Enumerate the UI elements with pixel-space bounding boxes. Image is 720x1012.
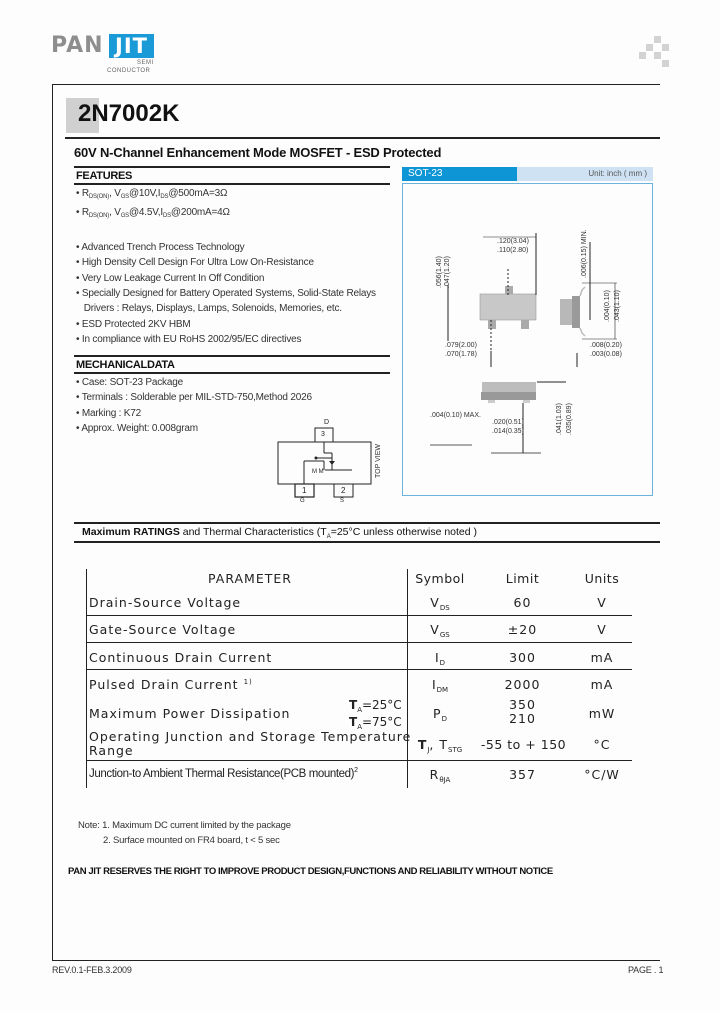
cell-units: mW — [588, 706, 616, 721]
dim-bot-right1: .008(0.20) — [590, 342, 622, 349]
cell-units: mA — [590, 677, 614, 692]
cell-symbol: $T_J$, $T_{STG}$ — [417, 737, 463, 754]
feature-item: • Specially Designed for Battery Operated Systems, Solid-State Relays — [76, 288, 376, 300]
dim-left-h1: .056(1.40) — [436, 256, 443, 288]
feature-rds-1: • $R_{DS(ON)}$, $V_{GS}@10V,I_{DS}@500mA=3\Omega$ — [76, 188, 228, 200]
dim-side-h2: .035(0.89) — [566, 403, 573, 435]
divider — [74, 355, 390, 357]
logo-tagline-conductor: CONDUCTOR — [107, 68, 151, 74]
package-outline-drawing — [402, 183, 653, 496]
cell-limit: 300 — [509, 650, 536, 665]
cell-symbol: $I_{DM}$ — [431, 677, 449, 694]
package-name: SOT-23 — [402, 167, 517, 181]
cell-parameter: Gate-Source Voltage — [89, 622, 237, 637]
cell-parameter: Operating Junction and Storage Temperature Range — [89, 729, 412, 758]
feature-rds-2: • $R_{DS(ON)}$, $V_{GS}@4.5V,I_{DS}@200mA=4\Omega$ — [76, 207, 230, 220]
cell-units: °C — [593, 737, 611, 752]
divider — [74, 183, 390, 185]
feature-item: Drivers : Relays, Displays, Lamps, Solenoids, Memories, etc. — [83, 303, 342, 315]
column-header-parameter: PARAMETER — [208, 571, 292, 586]
column-header-symbol: Symbol — [415, 571, 465, 586]
disclaimer-notice: PAN JIT RESERVES THE RIGHT TO IMPROVE PRODUCT DESIGN,FUNCTIONS AND RELIABILITY WITHOUT NOTICE — [68, 866, 553, 877]
cell-units: mA — [590, 650, 614, 665]
cell-parameter: Junction-to Ambient Thermal Resistance(PCB mounted)$^2$ — [89, 767, 358, 780]
revision-label: REV.0.1-FEB.3.2009 — [52, 965, 132, 975]
divider — [74, 372, 390, 374]
page-number: PAGE . 1 — [628, 965, 664, 975]
divider — [74, 166, 390, 168]
mechanical-item: • Terminals : Solderable per MIL-STD-750,Method 2026 — [76, 392, 312, 404]
dim-side-w1: .020(0.51) — [492, 419, 524, 426]
dim-bot-right2: .003(0.08) — [590, 351, 622, 358]
feature-item: • In compliance with EU RoHS 2002/95/EC directives — [76, 334, 302, 346]
schematic-pin-1: 1 — [302, 486, 307, 495]
dim-left-h2: .047(1.20) — [444, 256, 451, 288]
cell-condition: $T_A=25^\circ C$ $T_A=75^\circ C$ — [349, 698, 402, 731]
logo-tagline-semi: SEMI — [137, 60, 154, 66]
cell-limit: 2000 — [504, 677, 541, 692]
cell-parameter: Drain-Source Voltage — [89, 595, 242, 610]
dim-bot-left1: .079(2.00) — [445, 342, 477, 349]
cell-units: V — [597, 622, 607, 637]
column-header-limit: Limit — [505, 571, 540, 586]
cell-limit: 350 210 — [509, 697, 536, 726]
schematic-pin-d-label: D — [324, 419, 330, 426]
dim-right-top: .006(0.15) MIN. — [581, 229, 588, 278]
divider — [74, 541, 660, 543]
page-subtitle: 60V N-Channel Enhancement Mode MOSFET - ESD Protected — [74, 145, 442, 160]
dim-side-max: .004(0.10) MAX. — [430, 412, 481, 419]
features-list — [76, 186, 376, 348]
cell-units: V — [597, 595, 607, 610]
logo-brand-right: JIT — [109, 34, 154, 58]
cell-symbol: $P_D$ — [433, 706, 447, 723]
svg-text:M M: M M — [312, 469, 324, 475]
dim-right-h2: .043(1.10) — [614, 290, 621, 322]
note-1: Note: 1. Maximum DC current limited by the package — [78, 820, 291, 831]
dim-bot-left2: .070(1.78) — [445, 351, 477, 358]
features-heading: FEATURES — [76, 170, 133, 182]
schematic-pin-3: 3 — [321, 431, 325, 438]
feature-item: • ESD Protected 2KV HBM — [76, 318, 191, 330]
cell-parameter: Maximum Power Dissipation — [89, 706, 291, 721]
mechanical-item: • Approx. Weight: 0.008gram — [76, 423, 198, 435]
mechanical-heading: MECHANICALDATA — [76, 359, 175, 371]
cell-parameter: Pulsed Drain Current $^{1)}$ — [89, 677, 253, 692]
dim-right-h1: .004(0.10) — [604, 290, 611, 322]
schematic-view-label: TOP VIEW — [375, 444, 382, 478]
cell-symbol: $R_{\theta JA}$ — [429, 767, 451, 784]
dim-side-w2: .014(0.35) — [492, 428, 524, 435]
dim-top-w1: .120(3.04) — [497, 238, 529, 245]
cell-symbol: $V_{GS}$ — [430, 622, 450, 639]
cell-limit: ±20 — [507, 622, 538, 637]
dim-top-w2: .110(2.80) — [497, 247, 529, 254]
cell-symbol: $I_D$ — [434, 650, 446, 667]
cell-parameter: Continuous Drain Current — [89, 650, 273, 665]
divider — [74, 522, 660, 524]
cell-limit: -55 to + 150 — [480, 737, 567, 752]
cell-limit: 60 — [513, 595, 532, 610]
schematic-pin-g-label: G — [300, 498, 305, 504]
dim-side-h1: .041(1.03) — [556, 403, 563, 435]
column-header-units: Units — [584, 571, 620, 586]
feature-item: • High Density Cell Design For Ultra Low On-Resistance — [76, 257, 314, 269]
mechanical-item: • Marking : K72 — [76, 407, 141, 419]
feature-item: • Very Low Leakage Current In Off Condition — [76, 272, 265, 284]
schematic-pin-s-label: S — [340, 498, 345, 504]
divider — [65, 137, 660, 139]
schematic-pin-2: 2 — [341, 486, 346, 495]
cell-symbol: $V_{DS}$ — [430, 595, 450, 612]
note-2: 2. Surface mounted on FR4 board, t < 5 sec — [103, 835, 280, 846]
ratings-title: Maximum RATINGS and Thermal Characteristics ($T_A=25^\circ C$ unless otherwise noted ) — [82, 526, 478, 541]
cell-units: °C/W — [584, 767, 620, 782]
feature-item: • Advanced Trench Process Technology — [76, 241, 245, 253]
mechanical-item: • Case: SOT-23 Package — [76, 377, 183, 388]
package-unit: Unit: inch ( mm ) — [517, 167, 653, 181]
cell-limit: 357 — [509, 767, 536, 782]
part-number: 2N7002K — [78, 100, 180, 127]
logo-brand-left: PAN — [51, 33, 104, 58]
